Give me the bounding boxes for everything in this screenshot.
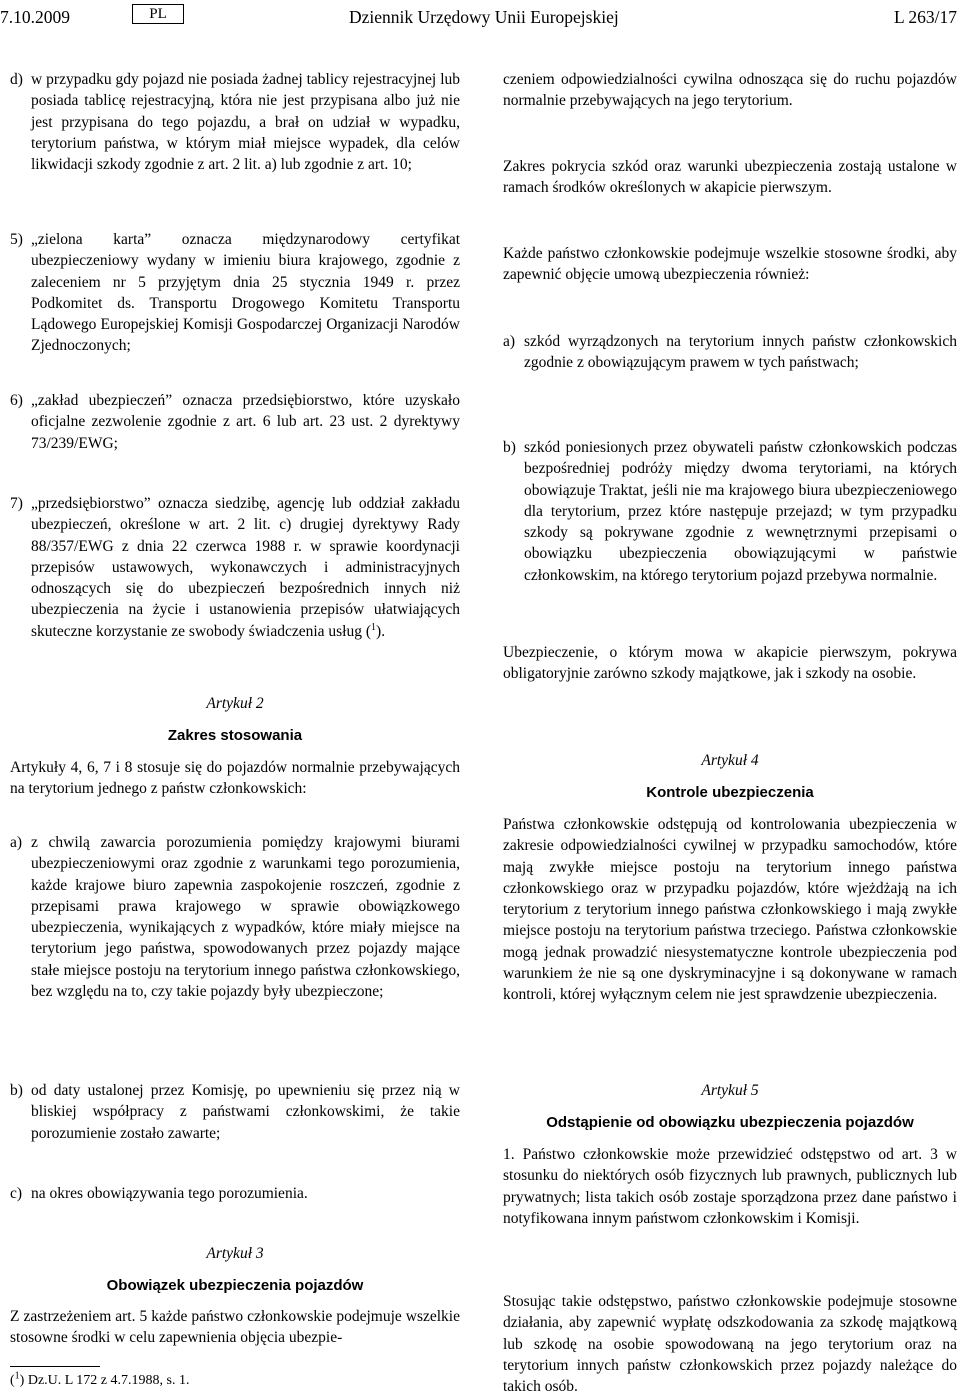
article-3-text bbox=[10, 1306, 460, 1349]
paragraph-continued bbox=[503, 69, 957, 112]
list-text: szkód wyrządzonych na terytorium innych państw członkowskich zgodnie z obowiązującym prawem w tych państwach; bbox=[524, 333, 957, 372]
paragraph: 1. Państwo członkowskie może przewidzieć odstępstwo od art. 3 w stosunku do niektórych osób fizycznych lub prawnych, publicznych lub prywatnych; lista takich osób zostaje sporządzona przez dane państwo i notyfikowana innym państwom członkowskim i Komisji. bbox=[503, 1146, 957, 1227]
list-text: w przypadku gdy pojazd nie posiada żadnej tablicy rejestracyjnej lub posiada tablicę rejestracyjną, która nie jest przypisana albo już nie jest przypisana do tego pojazdu, a brał on udział w wypadku, terytorium państwa, w którym miał miejsce wypadek, dla celów likwidacji szkody zgodnie z art. 2 lit. a) lub zgodnie z art. 10; bbox=[31, 71, 460, 174]
list-label: 5) bbox=[10, 231, 23, 248]
list-item-b bbox=[10, 1080, 460, 1144]
article-2-intro bbox=[10, 757, 460, 800]
list-text: szkód poniesionych przez obywateli państw członkowskich podczas bezpośredniej podróży między dwoma terytoriami, na których obowiązuje Traktat, jeśli nie ma krajowego biura ubezpieczeniowego dla terytorium, przez które następuje przejazd; w tym przypadku szkody są pokrywane zgodnie z wewnętrznymi przepisami o obowiązku ubezpieczenia obowiązującymi w państwie członkowskim, na którego terytorium pojazd przebywa normalnie. bbox=[524, 439, 957, 584]
list-label: a) bbox=[503, 333, 516, 350]
article-5-paragraph-2 bbox=[503, 1291, 957, 1397]
list-label: b) bbox=[503, 439, 516, 456]
footnote: ($^1$) Dz.U. L 172 z 4.7.1988, s. 1. bbox=[10, 1370, 190, 1388]
paragraph: Artykuły 4, 6, 7 i 8 stosuje się do pojazdów normalnie przebywających na terytorium jednego z państw członkowskich: bbox=[10, 759, 460, 798]
article-2-title: Zakres stosowania bbox=[167, 727, 303, 744]
article-4-text bbox=[503, 814, 957, 1006]
list-item-a bbox=[503, 331, 957, 374]
paragraph: czeniem odpowiedzialności cywilna odnosząca się do ruchu pojazdów normalnie przebywających na jego terytorium. bbox=[503, 71, 957, 110]
list-label: 6) bbox=[10, 392, 23, 409]
definition-7-end: ). bbox=[376, 622, 386, 640]
definition-5 bbox=[10, 229, 460, 357]
paragraph-scope bbox=[503, 156, 957, 199]
list-text: „zakład ubezpieczeń” oznacza przedsiębiorstwo, które uzyskało oficjalne zezwolenie zgodnie z art. 6 lub art. 23 ust. 2 dyrektywy 73/239/EWG; bbox=[31, 392, 460, 452]
list-item-c bbox=[10, 1183, 460, 1204]
paragraph: Ubezpieczenie, o którym mowa w akapicie pierwszym, pokrywa obligatoryjnie zarówno szkody majątkowe, jak i szkody na osobie. bbox=[503, 644, 957, 683]
article-3-title: Obowiązek ubezpieczenia pojazdów bbox=[106, 1277, 364, 1294]
article-5-paragraph-1 bbox=[503, 1144, 957, 1229]
article-4-title: Kontrole ubezpieczenia bbox=[646, 784, 814, 801]
list-item-d bbox=[10, 69, 460, 175]
list-label: d) bbox=[10, 71, 23, 88]
article-3-number: Artykuł 3 bbox=[206, 1245, 264, 1262]
page-number: L 263/17 bbox=[893, 7, 957, 27]
list-text: „zielona karta” oznacza międzynarodowy certyfikat ubezpieczeniowy wydany w imieniu biura krajowego, zgodnie z zaleceniem nr 5 przyjętym dnia 25 stycznia 1949 r. przez Podkomitet ds. Transportu Drogowego Komitetu Transportu Lądowego Europejskiej Komisji Gospodarczej Organizacji Narodów Zjednoczonych; bbox=[31, 231, 460, 355]
paragraph: Zakres pokrycia szkód oraz warunki ubezpieczenia zostają ustalone w ramach środków określonych w akapicie pierwszym. bbox=[503, 158, 957, 197]
article-2-number: Artykuł 2 bbox=[206, 695, 264, 712]
publication-date: 7.10.2009 bbox=[0, 7, 70, 27]
page-header bbox=[0, 4, 960, 28]
definition-6 bbox=[10, 390, 460, 454]
footnote-number: 1 bbox=[14, 1370, 20, 1382]
list-text: z chwilą zawarcia porozumienia pomiędzy krajowymi biurami ubezpieczeniowymi oraz zgodnie z warunkami tego porozumienia, każde krajowe biuro zapewnia zaspokojenie roszczeń, zgodnie z przepisami prawa krajowego w sprawie obowiązkowego ubezpieczenia, wynikających z wypadków, które miały miejsce na terytorium jego państwa, spowodowanych przez pojazdy mające stałe miejsce postoju na terytorium innego państwa członkowskiego, bez względu na to, czy takie pojazdy były ubezpieczone; bbox=[31, 834, 460, 1001]
article-4-number: Artykuł 4 bbox=[701, 752, 759, 769]
paragraph: Każde państwo członkowskie podejmuje wszelkie stosowne środki, aby zapewnić objęcie umową ubezpieczenia również: bbox=[503, 245, 957, 284]
footnote-divider bbox=[10, 1366, 100, 1367]
definition-7-text: „przedsiębiorstwo” oznacza siedzibę, agencję lub oddział zakładu ubezpieczeń, określone w art. 2 lit. c) drugiej dyrektywy Rady 88/357/EWG z dnia 22 czerwca 1988 r. w sprawie koordynacji przepisów ustawowych, wykonawczych i administracyjnych odnoszących się do ubezpieczeń bezpośrednich innych niż ubezpieczenia na życie i ustanowienia przepisów ułatwiających skuteczne korzystanie ze swobody świadczenia usług ( bbox=[31, 495, 460, 640]
paragraph: Państwa członkowskie odstępują od kontrolowania ubezpieczenia w zakresie odpowiedzialności cywilnej w przypadku samochodów, które mają zwykłe miejsce postoju na terytorium innego państwa członkowskiego oraz w przypadku pojazdów, które wjeżdżają na ich terytorium z terytorium innego państwa członkowskiego i mają zwykłe miejsce postoju na terytorium państwa trzeciego. Państwa członkowskie mogą jednak prowadzić niesystematyczne kontrole ubezpieczenia pod warunkiem że nie są one dyskryminacyjne i są dokonywane w ramach kontroli, której wyłącznym celem nie jest sprawdzenie ubezpieczenia. bbox=[503, 816, 957, 1004]
list-item-a bbox=[10, 832, 460, 1002]
list-text: od daty ustalonej przez Komisję, po upewnieniu się przez nią w bliskiej współpracy z państwami członkowskimi, że takie porozumienie zostało zawarte; bbox=[31, 1082, 460, 1142]
list-text: na okres obowiązywania tego porozumienia. bbox=[31, 1185, 308, 1202]
list-item-b bbox=[503, 437, 957, 586]
paragraph: Stosując takie odstępstwo, państwo członkowskie podejmuje stosowne działania, aby zapewnić wypłatę odszkodowania za szkodę majątkową lub szkodę na osobie spowodowaną na jego terytorium oraz na terytorium innych państw członkowskich przez pojazdy należące do takich osób. bbox=[503, 1293, 957, 1396]
paragraph-measures bbox=[503, 243, 957, 286]
list-label: c) bbox=[10, 1185, 23, 1202]
footnote-text: Dz.U. L 172 z 4.7.1988, s. 1. bbox=[27, 1373, 190, 1388]
journal-title: Dziennik Urzędowy Unii Europejskiej bbox=[349, 7, 619, 27]
paragraph: Z zastrzeżeniem art. 5 każde państwo członkowskie podejmuje wszelkie stosowne środki w celu zapewnienia objęcia ubezpie- bbox=[10, 1308, 460, 1347]
list-text bbox=[31, 493, 460, 642]
footnote-ref[interactable]: 1 bbox=[371, 621, 377, 633]
list-label: a) bbox=[10, 834, 23, 851]
list-label: b) bbox=[10, 1082, 23, 1099]
list-label: 7) bbox=[10, 495, 23, 512]
article-5-number: Artykuł 5 bbox=[701, 1082, 759, 1099]
language-badge: PL bbox=[132, 4, 184, 24]
paragraph-coverage bbox=[503, 642, 957, 685]
article-5-title: Odstąpienie od obowiązku ubezpieczenia pojazdów bbox=[546, 1114, 914, 1131]
definition-7 bbox=[10, 493, 460, 642]
